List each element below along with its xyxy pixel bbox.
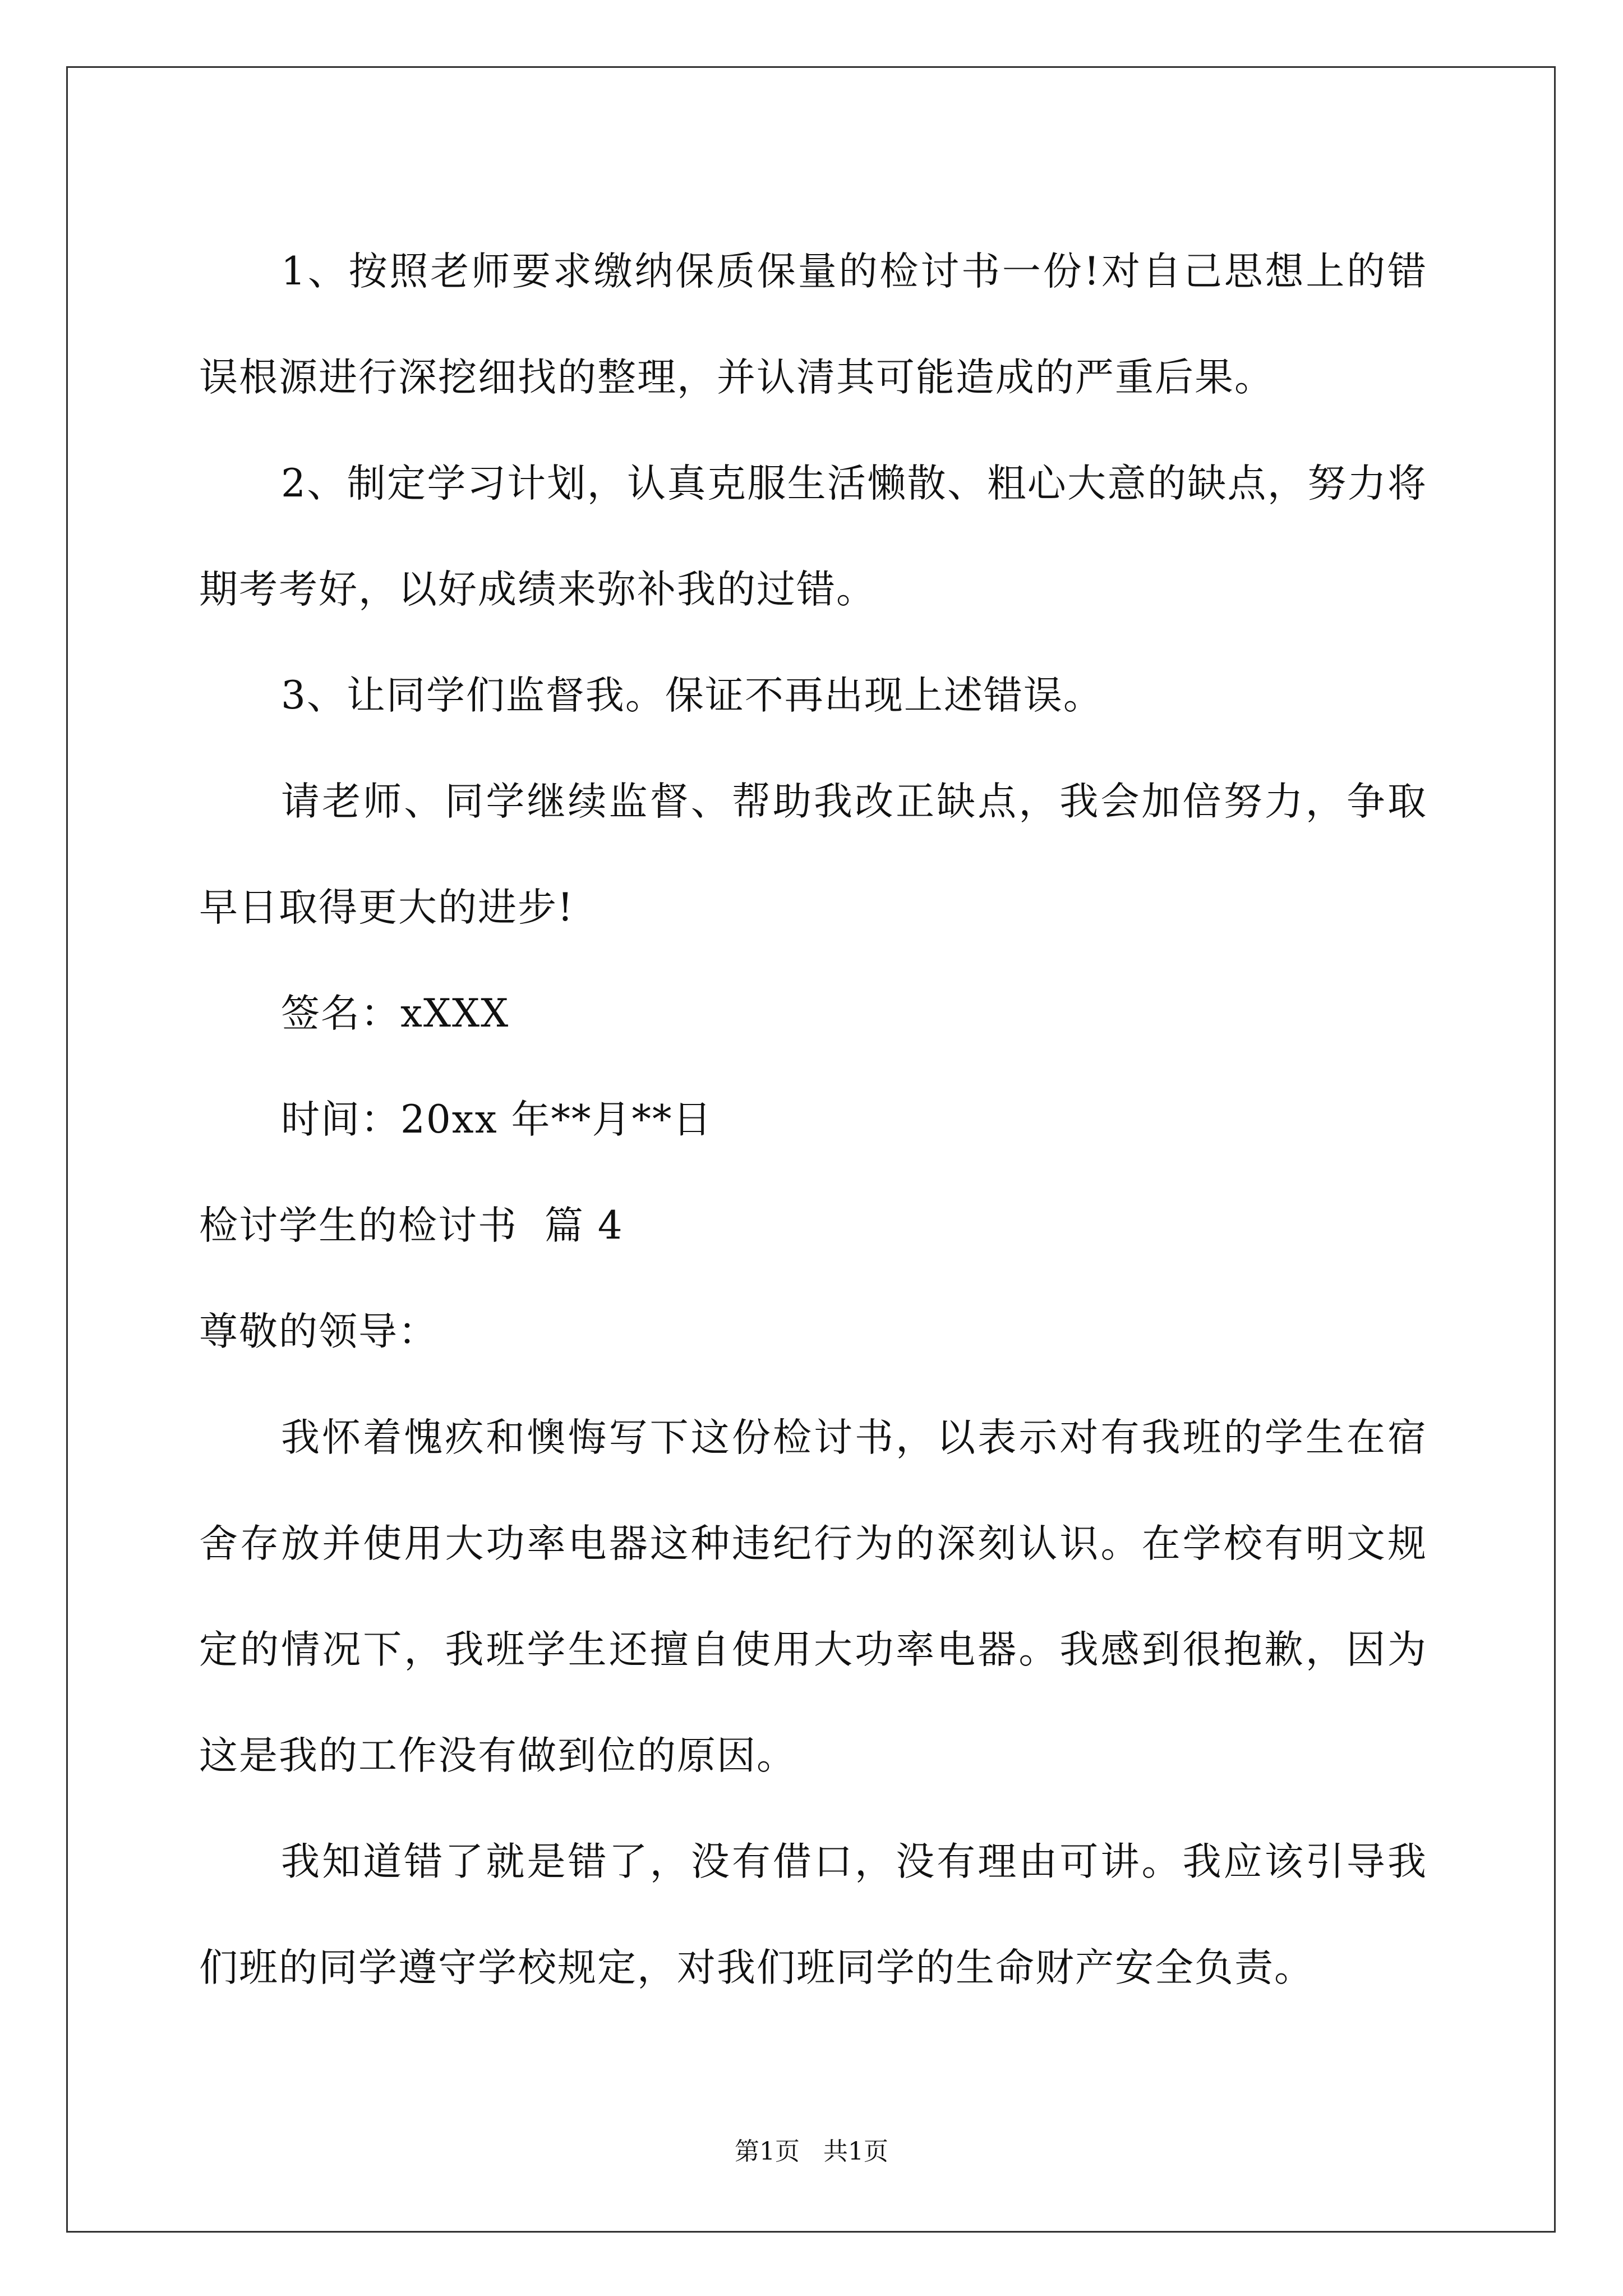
page-total: 共1页 (823, 2137, 888, 2166)
date-line: 时间：20xx 年**月**日 (281, 1097, 713, 1142)
paragraph-item-1: 1、按照老师要求缴纳保质保量的检讨书一份!对自己思想上的错误根源进行深挖细找的整理，并认清其可能造成的严重后果。 (199, 249, 1427, 400)
salutation: 尊敬的领导： (199, 1309, 438, 1354)
section-title: 检讨学生的检讨书 篇 4 (199, 1203, 624, 1248)
paragraph-closing-request: 请老师、同学继续监督、帮助我改正缺点，我会加倍努力，争取早日取得更大的进步! (199, 779, 1427, 930)
signature-line: 签名：xXXX (281, 991, 510, 1036)
paragraph-body-1: 我怀着愧疚和懊悔写下这份检讨书，以表示对有我班的学生在宿舍存放并使用大功率电器这种违纪行为的深刻认识。在学校有明文规定的情况下，我班学生还擅自使用大功率电器。我感到很抱歉，因为这是我的工作没有做到位的原因。 (199, 1415, 1427, 1778)
paragraph-item-2: 2、制定学习计划，认真克服生活懒散、粗心大意的缺点，努力将期考考好，以好成绩来弥补我的过错。 (199, 461, 1427, 612)
page-number: 第1页 (735, 2137, 800, 2166)
document-body (199, 219, 1427, 2021)
paragraph-body-2: 我知道错了就是错了，没有借口，没有理由可讲。我应该引导我们班的同学遵守学校规定，对我们班同学的生命财产安全负责。 (199, 1839, 1427, 1990)
paragraph-item-3: 3、让同学们监督我。保证不再出现上述错误。 (281, 673, 1103, 718)
page-footer (0, 2135, 1623, 2169)
